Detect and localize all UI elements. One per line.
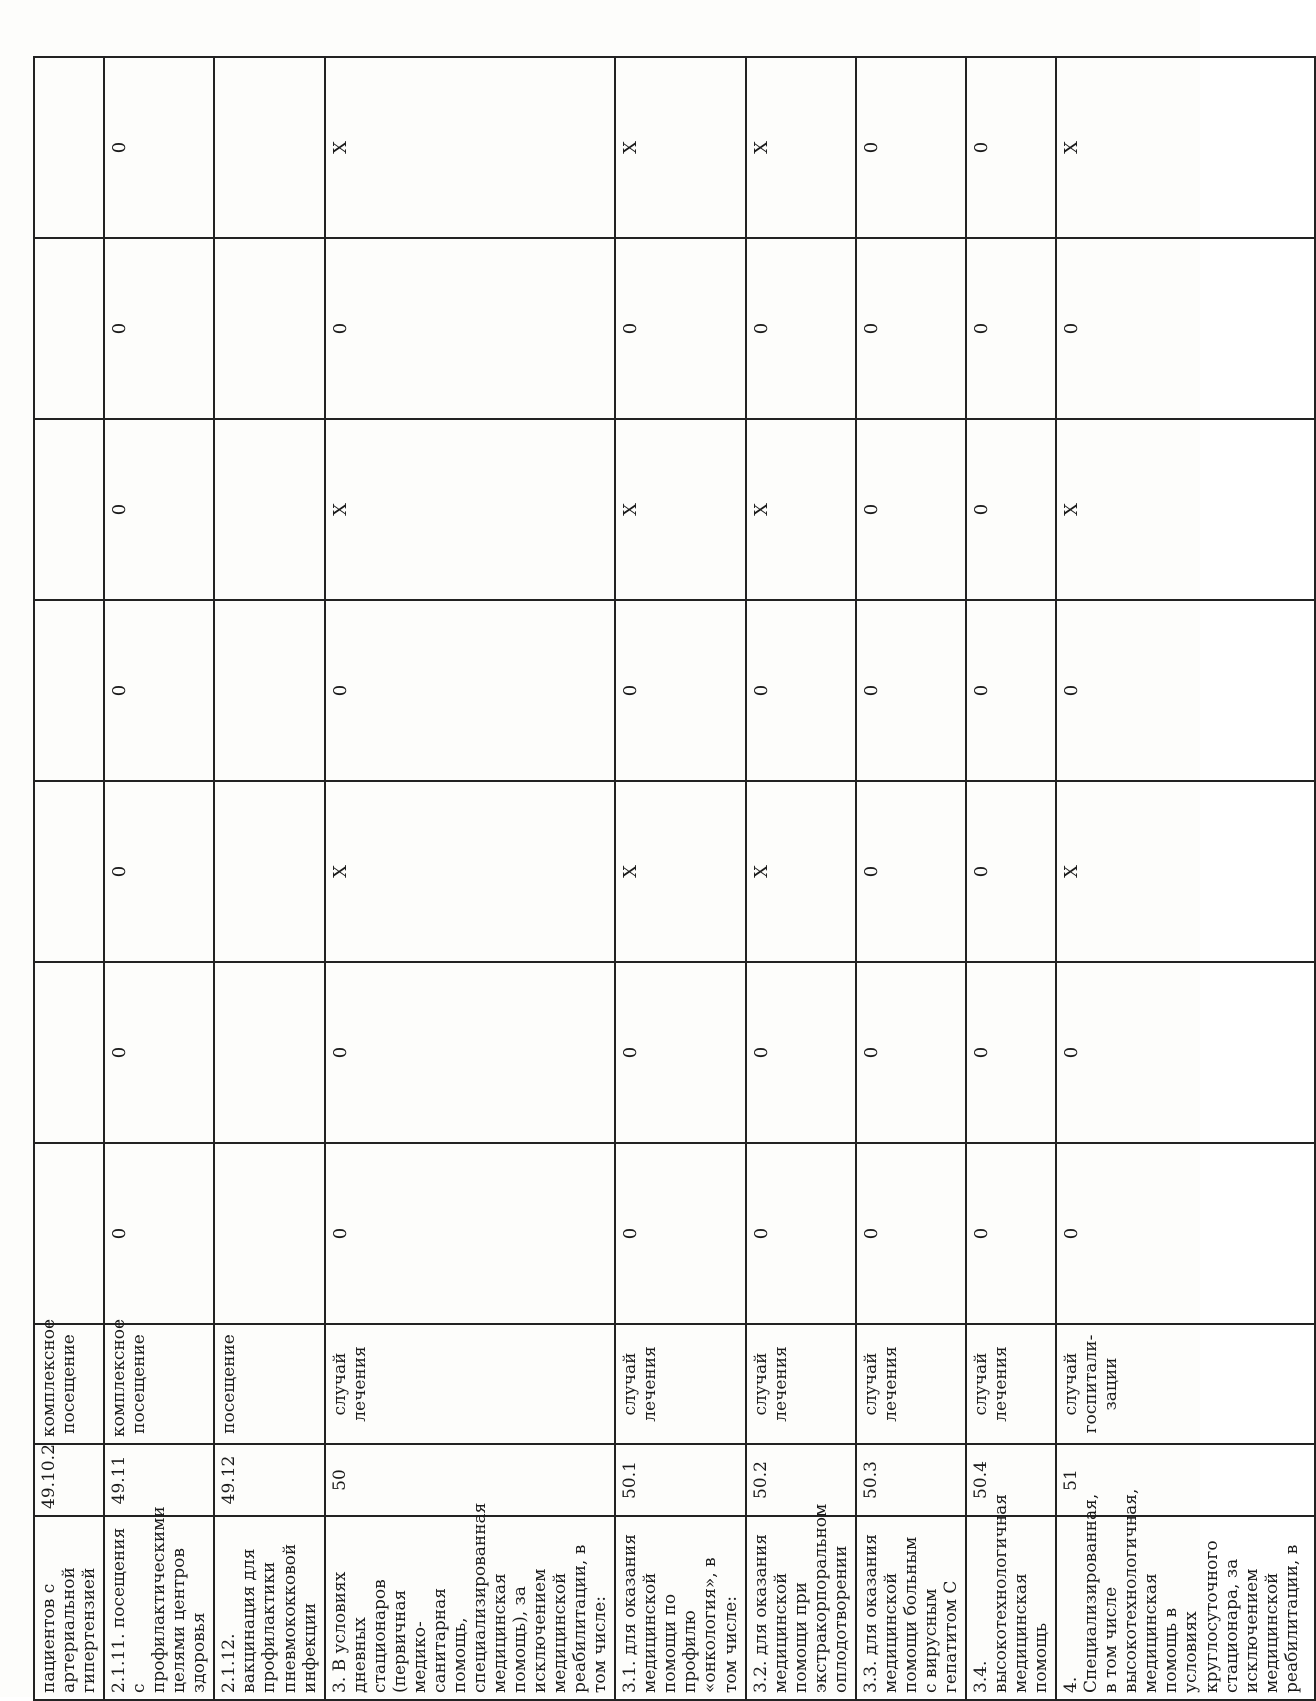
row-value: X	[325, 781, 616, 962]
row-value: 0	[104, 57, 214, 238]
row-name: 4. Специализированная, в том числе высокотехнологичная, медицинская помощь в условиях круглосуточного стационара, за исключением медицинской реабилитации, в	[1056, 1516, 1315, 1700]
row-code: 50.2	[746, 1444, 856, 1516]
row-value: X	[746, 57, 856, 238]
row-value: 0	[966, 1143, 1056, 1324]
row-unit: посещение	[214, 1324, 324, 1444]
table-body	[34, 57, 1315, 1700]
row-value: X	[746, 781, 856, 962]
row-value	[214, 238, 324, 419]
row-value: 0	[856, 962, 966, 1143]
row-unit: случай лечения	[325, 1324, 616, 1444]
row-value: X	[1056, 419, 1315, 600]
row-name: 2.1.11. посещения с профилактическими целями центров здоровья	[104, 1516, 214, 1700]
table-row	[325, 57, 616, 1700]
row-unit: случай лечения	[966, 1324, 1056, 1444]
row-value	[34, 962, 104, 1143]
row-unit: случай лечения	[746, 1324, 856, 1444]
row-unit: случай лечения	[856, 1324, 966, 1444]
row-value	[34, 238, 104, 419]
row-value: 0	[615, 238, 745, 419]
row-name: 3.1. для оказания медицинской помощи по профилю «онкология», в том числе:	[615, 1516, 745, 1700]
row-value: 0	[966, 962, 1056, 1143]
row-value: 0	[856, 57, 966, 238]
row-value	[34, 781, 104, 962]
row-value: 0	[746, 1143, 856, 1324]
row-value: 0	[856, 781, 966, 962]
row-value: 0	[746, 600, 856, 781]
table-row	[856, 57, 966, 1700]
row-code: 50.4	[966, 1444, 1056, 1516]
row-value	[34, 600, 104, 781]
row-code: 50.1	[615, 1444, 745, 1516]
row-code: 50	[325, 1444, 616, 1516]
row-value: 0	[104, 962, 214, 1143]
row-value: X	[615, 781, 745, 962]
row-value	[214, 1143, 324, 1324]
row-name: 3.2. для оказания медицинской помощи при экстракорпоральном оплодотворении	[746, 1516, 856, 1700]
row-unit: комплексное посещение	[104, 1324, 214, 1444]
table-row	[966, 57, 1056, 1700]
table-row	[104, 57, 214, 1700]
row-value: 0	[746, 238, 856, 419]
row-value: X	[325, 419, 616, 600]
row-value: 0	[856, 238, 966, 419]
row-value: 0	[966, 600, 1056, 781]
row-unit: комплексное посещение	[34, 1324, 104, 1444]
row-name: 3.4. высокотехнологичная медицинская помощь	[966, 1516, 1056, 1700]
row-name: 3.3. для оказания медицинской помощи больным с вирусным гепатитом С	[856, 1516, 966, 1700]
row-value: 0	[966, 57, 1056, 238]
row-value	[214, 781, 324, 962]
row-value	[214, 57, 324, 238]
row-name: 3. В условиях дневных стационаров (первичная медико-санитарная помощь, специализированная медицинская помощь), за исключением медицинской реабилитации, в том числе:	[325, 1516, 616, 1700]
row-name: 2.1.12. вакцинация для профилактики пневмококковой инфекции	[214, 1516, 324, 1700]
row-code: 51	[1056, 1444, 1315, 1516]
row-value: X	[746, 419, 856, 600]
row-value: 0	[325, 238, 616, 419]
row-value: 0	[104, 238, 214, 419]
row-value: X	[1056, 781, 1315, 962]
row-code: 49.11	[104, 1444, 214, 1516]
row-name: пациентов с артериальной гипертензией	[34, 1516, 104, 1700]
row-value: 0	[104, 419, 214, 600]
row-unit: случай госпитали-зации	[1056, 1324, 1315, 1444]
row-value: 0	[856, 600, 966, 781]
row-code: 49.12	[214, 1444, 324, 1516]
row-value: 0	[615, 600, 745, 781]
row-value: 0	[325, 1143, 616, 1324]
row-value: 0	[615, 962, 745, 1143]
table-row	[746, 57, 856, 1700]
row-value: 0	[325, 600, 616, 781]
row-value: 0	[615, 1143, 745, 1324]
row-unit: случай лечения	[615, 1324, 745, 1444]
row-value	[214, 419, 324, 600]
row-value: X	[1056, 57, 1315, 238]
row-value: 0	[104, 1143, 214, 1324]
row-value	[34, 57, 104, 238]
row-value: 0	[1056, 600, 1315, 781]
row-value: 0	[856, 419, 966, 600]
row-value: 0	[966, 781, 1056, 962]
row-value: 0	[856, 1143, 966, 1324]
row-value: 0	[966, 419, 1056, 600]
row-value: 0	[1056, 962, 1315, 1143]
row-value: 0	[1056, 1143, 1315, 1324]
table-row	[34, 57, 104, 1700]
rotated-table-frame	[33, 58, 1302, 1701]
row-value	[214, 962, 324, 1143]
row-value: 0	[966, 238, 1056, 419]
row-value: X	[325, 57, 616, 238]
table-row	[1056, 57, 1315, 1700]
table-row	[214, 57, 324, 1700]
row-code: 50.3	[856, 1444, 966, 1516]
row-value: 0	[104, 781, 214, 962]
row-value: X	[615, 57, 745, 238]
row-value: 0	[746, 962, 856, 1143]
row-value	[34, 1143, 104, 1324]
data-table	[33, 56, 1316, 1701]
row-value: 0	[325, 962, 616, 1143]
row-value: X	[615, 419, 745, 600]
row-value: 0	[1056, 238, 1315, 419]
row-value: 0	[104, 600, 214, 781]
table-row	[615, 57, 745, 1700]
row-value	[34, 419, 104, 600]
row-value	[214, 600, 324, 781]
row-code: 49.10.2	[34, 1444, 104, 1516]
